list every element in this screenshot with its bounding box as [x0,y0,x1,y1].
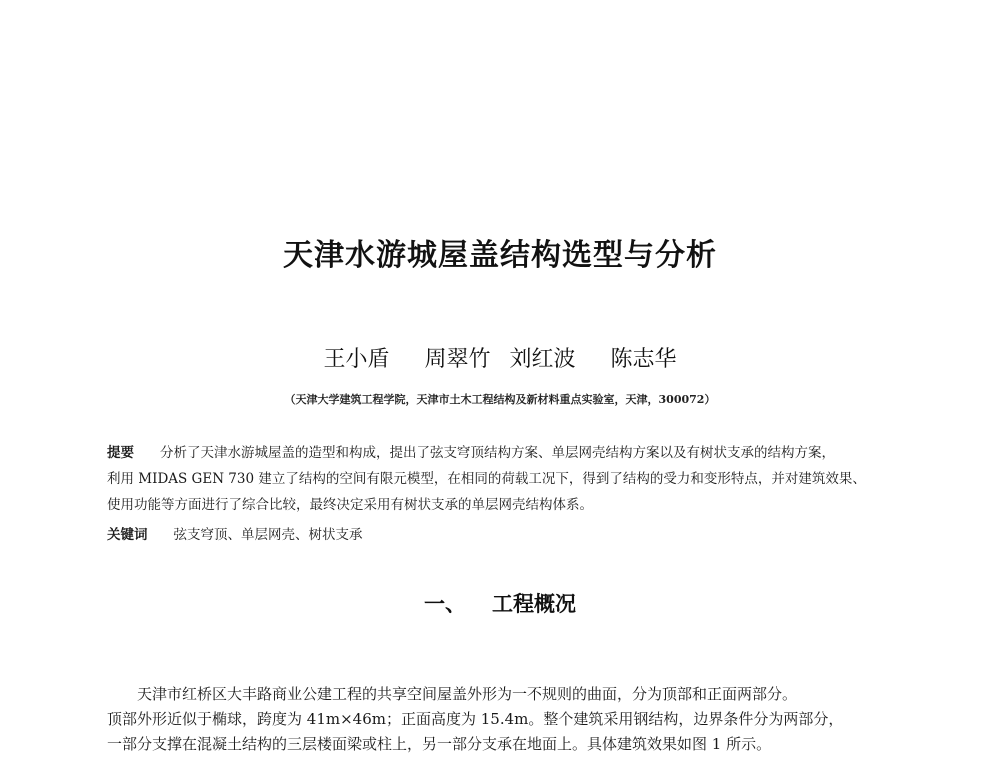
author-name: 王小盾 [323,347,390,372]
body-line: 顶部外形近似于椭球，跨度为 41m×46m；正面高度为 15.4m。整个建筑采用钢结构，边界条件分为两部分， [107,710,844,728]
author-list [0,342,1000,373]
abstract-line: 利用 MIDAS GEN 730 建立了结构的空间有限元模型，在相同的荷载工况下，得到了结构的受力和变形特点，并对建筑效果、 [107,471,866,487]
body-line: 天津市红桥区大丰路商业公建工程的共享空间屋盖外形为一不规则的曲面，分为顶部和正面两部分。 [137,685,798,703]
author-name: 刘红波 [509,347,576,372]
abstract-label: 提要 [107,445,134,461]
keywords-label: 关键词 [107,527,148,543]
body-paragraph [107,682,927,757]
keywords-text: 弦支穹顶、单层网壳、树状支承 [173,527,363,543]
keywords [107,522,363,548]
paper-title: 天津水游城屋盖结构选型与分析 [283,238,717,273]
abstract [107,440,927,518]
author-name: 周翠竹 [424,347,491,372]
body-line: 一部分支撑在混凝土结构的三层楼面梁或柱上，另一部分支承在地面上。具体建筑效果如图 1 所示。 [107,735,772,753]
abstract-line: 使用功能等方面进行了综合比较，最终决定采用有树状支承的单层网壳结构体系。 [107,497,593,513]
section-number: 一、 [424,592,466,616]
abstract-text: 分析了天津水游城屋盖的造型和构成，提出了弦支穹顶结构方案、单层网壳结构方案以及有树状支承的结构方案， [160,445,835,461]
section-title: 工程概况 [492,592,576,616]
section-heading [0,588,1000,618]
affiliation: （天津大学建筑工程学院，天津市土木工程结构及新材料重点实验室，天津，300072） [284,393,716,406]
abstract-line [107,440,927,466]
author-name: 陈志华 [610,347,677,372]
